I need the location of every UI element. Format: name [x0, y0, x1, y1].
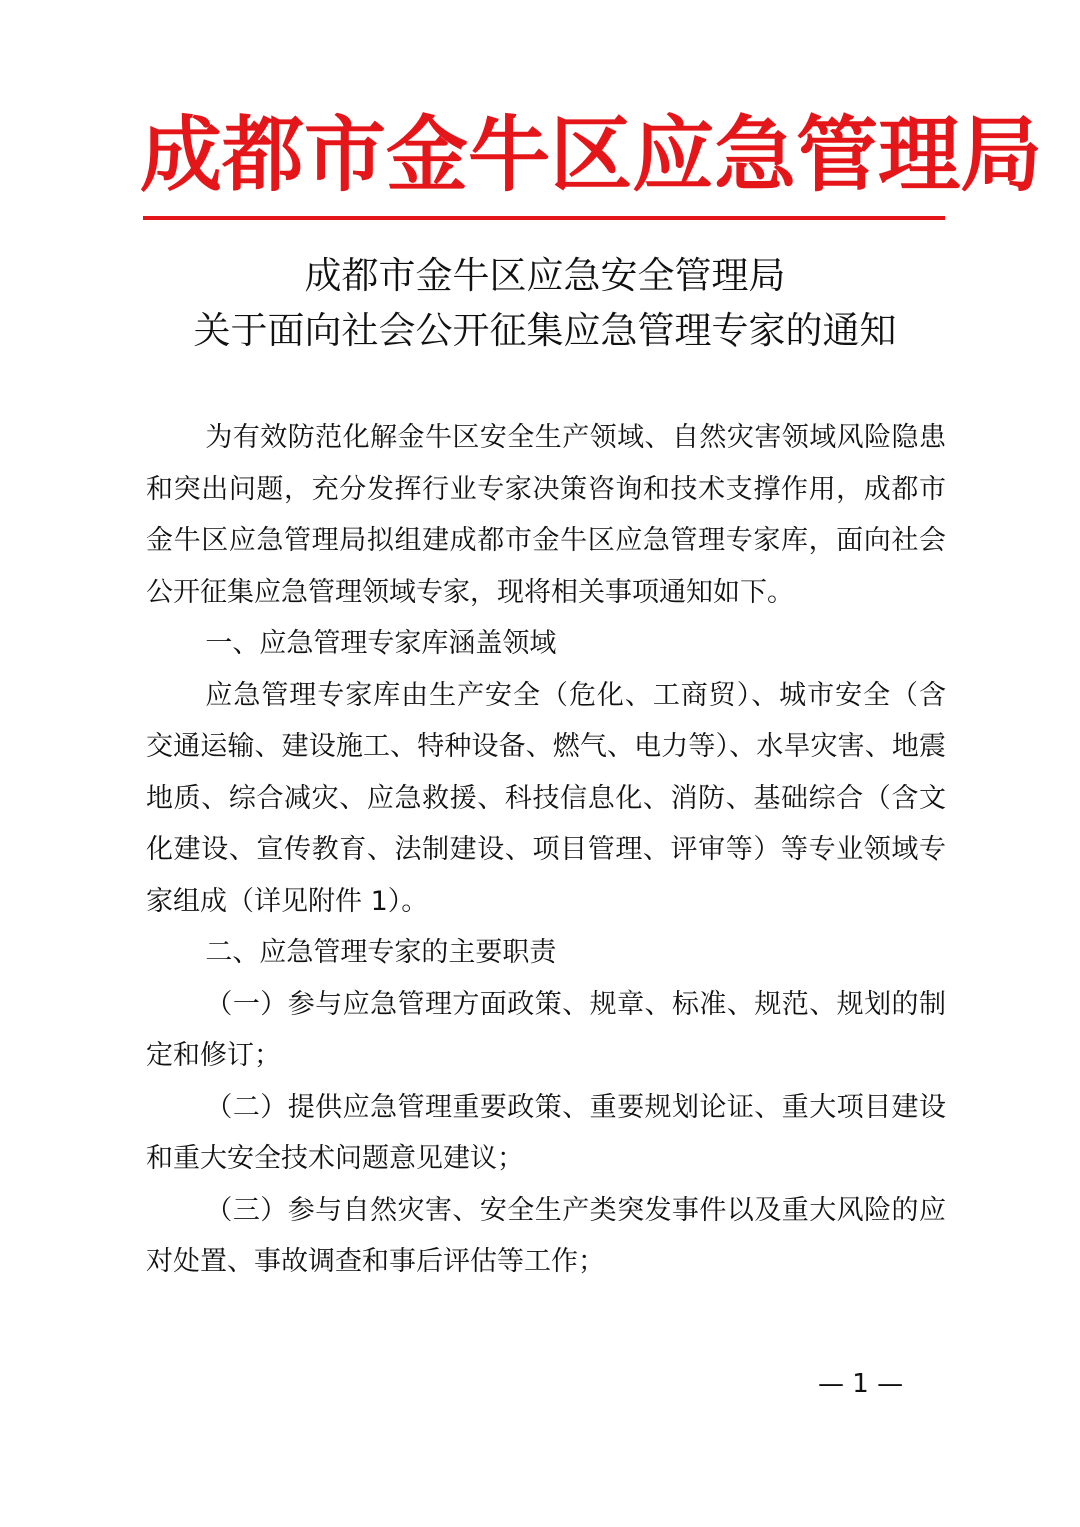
duty-item-2: （二）提供应急管理重要政策、重要规划论证、重大项目建设和重大安全技术问题意见建议； — [146, 1091, 946, 1174]
masthead-title — [140, 100, 1043, 210]
document-title — [140, 248, 950, 358]
page-number: — 1 — — [818, 1369, 904, 1399]
masthead-char: 理 — [878, 107, 961, 203]
paragraph-intro: 为有效防范化解金牛区安全生产领域、自然灾害领域风险隐患和突出问题，充分发挥行业专家决策咨询和技术支撑作用，成都市金牛区应急管理局拟组建成都市金牛区应急管理专家库，面向社会公开征集应急管理领域专家，现将相关事项通知如下。 — [146, 422, 946, 608]
masthead-char: 区 — [550, 107, 633, 203]
document-body — [146, 412, 946, 1288]
masthead-char: 局 — [960, 107, 1043, 203]
duty-item-1: （一）参与应急管理方面政策、规章、标准、规范、规划的制定和修订； — [146, 988, 946, 1071]
masthead-char: 牛 — [468, 107, 551, 203]
document-title-line-2: 关于面向社会公开征集应急管理专家的通知 — [193, 309, 897, 352]
masthead-char: 都 — [222, 107, 305, 203]
masthead-divider — [143, 216, 945, 220]
section-heading-1: 一、应急管理专家库涵盖领域 — [205, 628, 557, 659]
masthead-char: 管 — [796, 107, 879, 203]
paragraph-coverage: 应急管理专家库由生产安全（危化、工商贸）、城市安全（含交通运输、建设施工、特种设备、燃气、电力等）、水旱灾害、地震地质、综合减灾、应急救援、科技信息化、消防、基础综合（含文化建设、宣传教育、法制建设、项目管理、评审等）等专业领域专家组成（详见附件 1）。 — [146, 679, 946, 917]
section-heading-2: 二、应急管理专家的主要职责 — [205, 937, 557, 968]
masthead-char: 应 — [632, 107, 715, 203]
duty-item-3: （三）参与自然灾害、安全生产类突发事件以及重大风险的应对处置、事故调查和事后评估等工作； — [146, 1194, 946, 1277]
masthead-char: 急 — [714, 107, 797, 203]
document-title-line-1: 成都市金牛区应急安全管理局 — [304, 254, 786, 297]
masthead-char: 金 — [386, 107, 469, 203]
masthead-char: 市 — [304, 107, 387, 203]
masthead-char: 成 — [140, 107, 223, 203]
